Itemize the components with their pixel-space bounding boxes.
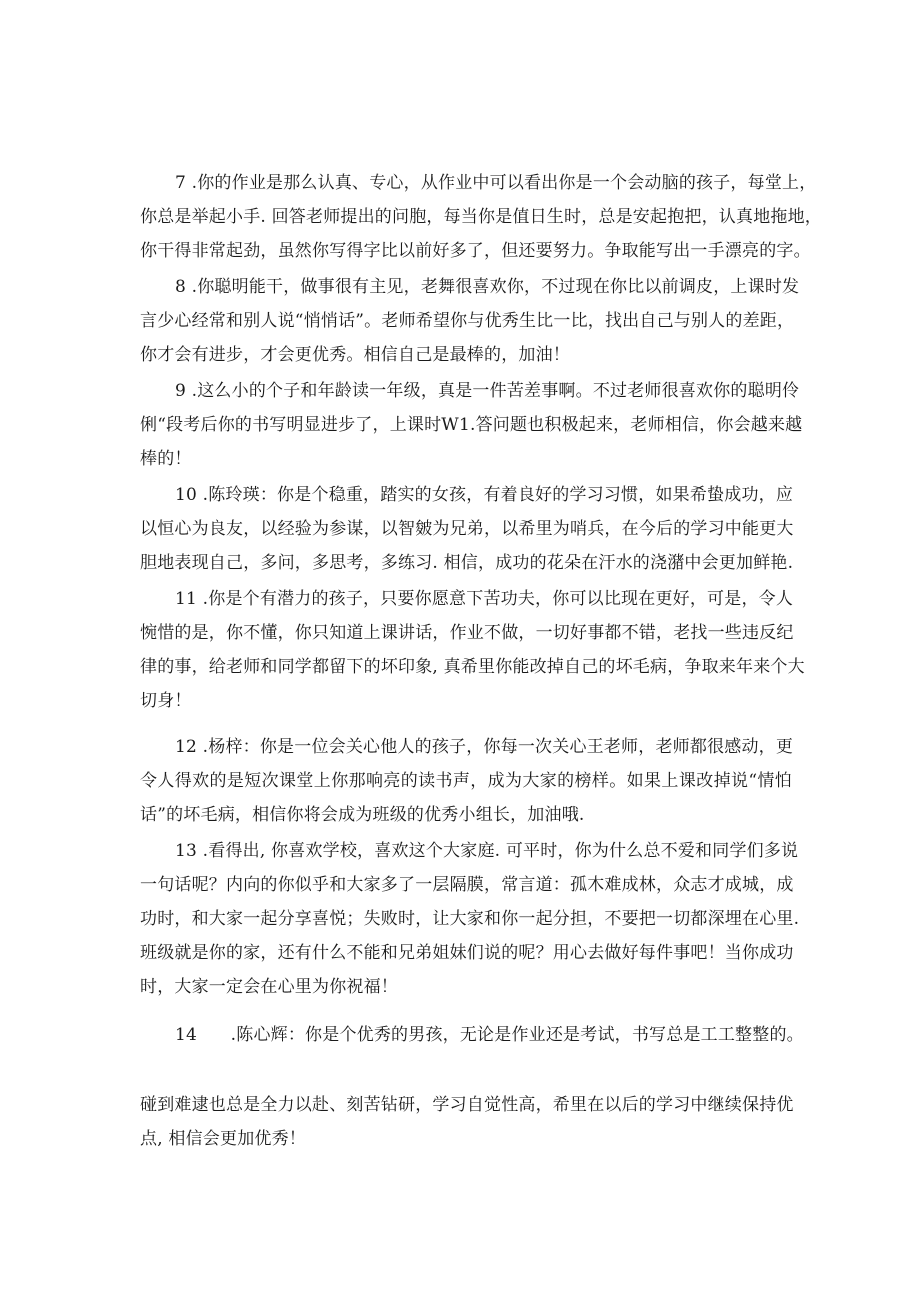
paragraph-line: 碰到难逮也总是全力以赴、刻苦钻研，学习自觉性高，希里在以后的学习中继续保持优 [140,1095,794,1115]
paragraph-line: 11 .你是个有潜力的孩子，只要你愿意下苦功夫，你可以比现在更好，可是，令人 [175,589,794,609]
comment-paragraph-9 [140,374,803,476]
comment-paragraph-10 [140,478,792,580]
paragraph-line: 切身！ [140,691,192,711]
paragraph-line: 13 .看得出, 你喜欢学校，喜欢这个大家庭. 可平时，你为什么总不爱和同学们多说 [175,841,799,861]
paragraph-line: 14 .陈心辉：你是个优秀的男孩，无论是作业还是考试，书写总是工工整整的。 [175,1025,804,1045]
paragraph-line: 9 .这么小的个子和年龄读一年级，真是一件苦差事啊。不过老师很喜欢你的聪明伶 [175,381,800,401]
comment-paragraph-11 [140,582,805,718]
comment-paragraph-14 [140,1018,804,1052]
paragraph-line: 一句话呢？内向的你似乎和大家多了一层隔膜，常言道：孤木难成林，众志才成城，成 [140,875,794,895]
comment-paragraph-13 [140,834,800,1004]
paragraph-line: 你干得非常起劲，虽然你写得字比以前好多了，但还要努力。争取能写出一手漂亮的字。 [140,241,811,261]
paragraph-line: 你才会有进步，才会更优秀。相信自己是最棒的，加油！ [140,345,570,365]
paragraph-line: 班级就是你的家，还有什么不能和兄弟姐妹们说的呢？用心去做好每件事吧！当你成功 [140,943,794,963]
paragraph-line: 棒的！ [140,449,192,469]
paragraph-line: 功时，和大家一起分享喜悦；失败时，让大家和你一起分担，不要把一切都深埋在心里. [140,909,800,929]
paragraph-line: 惋惜的是，你不懂，你只知道上课讲话，作业不做，一切好事都不错，老找一些违反纪 [140,623,794,643]
paragraph-line: 10 .陈玲瑛：你是个稳重，踏实的女孩，有着良好的学习习惯，如果希蛰成功，应 [175,485,794,505]
paragraph-line: 胆地表现自己，多问，多思考，多练习. 相信，成功的花朵在汗水的浇潴中会更加鲜艳. [140,553,794,573]
paragraph-line: 8 .你聪明能干，做事很有主见，老舞很喜欢你，不过现在你比以前调皮，上课时发 [175,277,800,297]
comment-paragraph-12 [140,730,792,832]
paragraph-line: 7 .你的作业是那么认真、专心，从作业中可以看出你是一个会动脑的孩子，每堂上， [175,173,817,193]
paragraph-line: 点, 相信会更加优秀！ [140,1129,307,1149]
paragraph-line: 话”的坏毛病，相信你将会成为班级的优秀小组长，加油哦. [140,805,585,825]
paragraph-line: 12 .杨梓：你是一位会关心他人的孩子，你每一次关心王老师，老师都很感动，更 [175,737,794,757]
paragraph-line: 言少心经常和别人说“悄悄话”。老师希望你与优秀生比一比，找出自己与别人的差距， [140,311,795,331]
paragraph-line: 俐“段考后你的书写明显进步了，上课时W1.答问题也积极起来，老师相信，你会越来越 [140,415,803,435]
comment-paragraph-7 [140,166,823,268]
paragraph-line: 时，大家一定会在心里为你祝福！ [140,977,398,997]
comment-paragraph-8 [140,270,800,372]
paragraph-line: 律的事，给老师和同学都留下的坏印象, 真希里你能改掉自己的坏毛病，争取来年来个大 [140,657,805,677]
comment-paragraph-14-continued [140,1088,792,1156]
paragraph-line: 令人得欢的是短次课堂上你那响亮的读书声，成为大家的榜样。如果上课改掉说“情怕 [140,771,792,791]
paragraph-line: 以恒心为良友，以经验为参谋，以智皴为兄弟，以希里为哨兵，在今后的学习中能更大 [140,519,794,539]
paragraph-line: 你总是举起小手. 回答老师提出的问胞，每当你是值日生时，总是安起抱把，认真地拖地， [140,207,823,227]
